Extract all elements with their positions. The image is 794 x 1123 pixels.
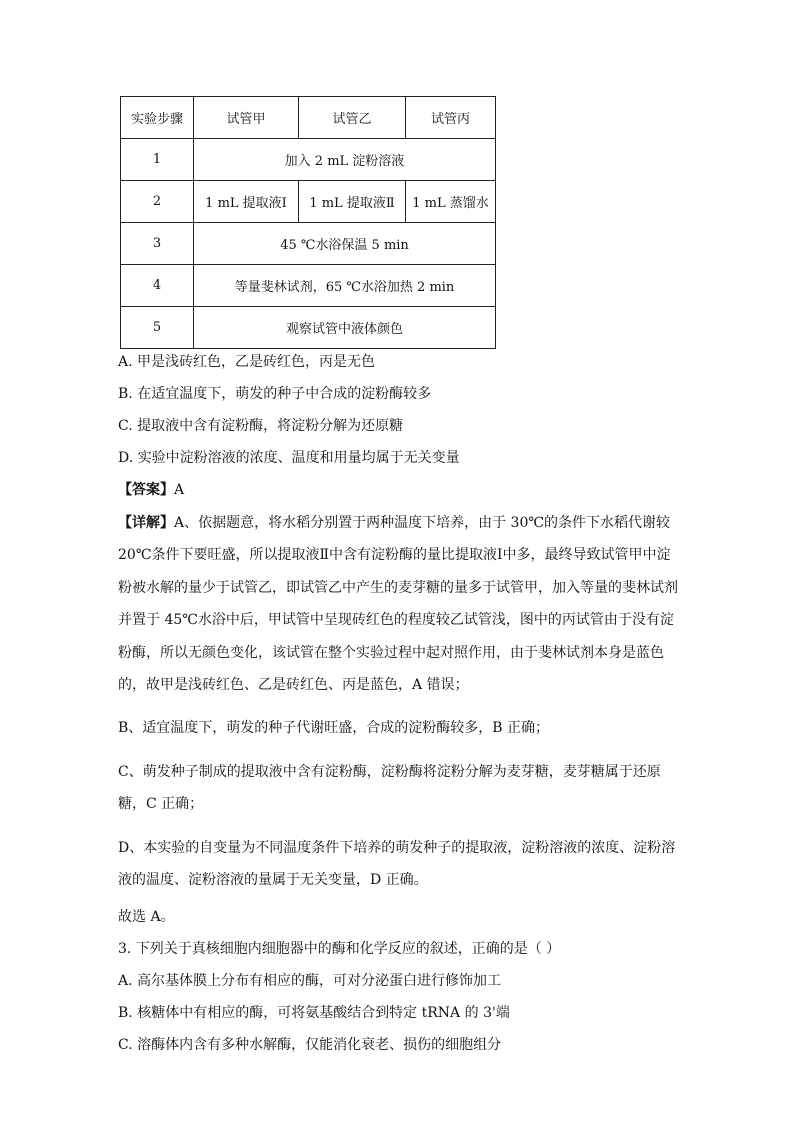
table-row [121,139,496,181]
q3-option-a: A. 高尔基体膜上分布有相应的酶，可对分泌蛋白进行修饰加工 [118,973,502,990]
step-number: 2 [121,181,194,223]
table-row [121,265,496,307]
table-row [121,181,496,223]
header-tube-b: 试管乙 [299,97,406,139]
tube-a-cell: 1 mL 提取液Ⅰ [194,181,299,223]
explanation-paragraph-b: B、适宜温度下，萌发的种子代谢旺盛，合成的淀粉酶较多，B 正确； [118,720,550,737]
explanation-text: A、依据题意，将水稻分别置于两种温度下培养，由于 30℃的条件下水稻代谢较 20℃条件下要旺盛，所以提取液Ⅱ中含有淀粉酶的量比提取液Ⅰ中多，最终导致试管甲中淀粉被水解的量少于试管乙，即试管乙中产生的麦芽糖的量多于试管甲，加入等量的斐林试剂并置于 45℃水浴中后，甲试管中呈现砖红色的程度较乙试管浅，图中的丙试管由于没有淀粉酶，所以无颜色变化，该试管在整个实验过程中起对照作用，由于斐林试剂本身是蓝色的，故甲是浅砖红色、乙是砖红色、丙是蓝色，A 错误； [118,515,678,694]
step-content: 加入 2 mL 淀粉溶液 [194,139,496,181]
option-c: C. 提取液中含有淀粉酶，将淀粉分解为还原糖 [118,418,404,434]
q3-option-c: C. 溶酶体内含有多种水解酶，仅能消化衰老、损伤的细胞组分 [118,1037,502,1054]
explanation-label: 【详解】 [118,515,174,531]
table-row [121,223,496,265]
header-tube-a: 试管甲 [194,97,299,139]
step-content: 45 ℃水浴保温 5 min [194,223,496,265]
option-a: A. 甲是浅砖红色，乙是砖红色，丙是无色 [118,354,376,370]
header-step: 实验步骤 [121,97,194,139]
header-tube-c: 试管丙 [406,97,496,139]
table-row [121,307,496,349]
step-number: 3 [121,223,194,265]
question-body [118,352,678,1067]
option-b: B. 在适宜温度下，萌发的种子中合成的淀粉酶较多 [118,386,432,402]
experiment-table [120,96,496,349]
answer-value: A [174,482,185,498]
step-number: 4 [121,265,194,307]
question-3-stem: 3. 下列关于真核细胞内细胞器中的酶和化学反应的叙述，正确的是（ ） [118,941,561,958]
tube-c-cell: 1 mL 蒸馏水 [406,181,496,223]
step-number: 5 [121,307,194,349]
step-content: 观察试管中液体颜色 [194,307,496,349]
step-content: 等量斐林试剂，65 ℃水浴加热 2 min [194,265,496,307]
conclusion: 故选 A。 [118,909,175,926]
answer-line [118,480,678,501]
explanation-paragraph-d: D、本实验的自变量为不同温度条件下培养的萌发种子的提取液，淀粉溶液的浓度、淀粉溶液的温度、淀粉溶液的量属于无关变量，D 正确。 [118,839,676,889]
tube-b-cell: 1 mL 提取液Ⅱ [299,181,406,223]
q3-option-b: B. 核糖体中有相应的酶，可将氨基酸结合到特定 tRNA 的 3'端 [118,1005,510,1022]
answer-label: 【答案】 [118,482,174,498]
table-header-row [121,97,496,139]
explanation-paragraph-a [118,507,678,701]
step-number: 1 [121,139,194,181]
explanation-paragraph-c: C、萌发种子制成的提取液中含有淀粉酶，淀粉酶将淀粉分解为麦芽糖，麦芽糖属于还原糖，C 正确； [118,763,661,813]
option-d: D. 实验中淀粉溶液的浓度、温度和用量均属于无关变量 [118,450,460,466]
